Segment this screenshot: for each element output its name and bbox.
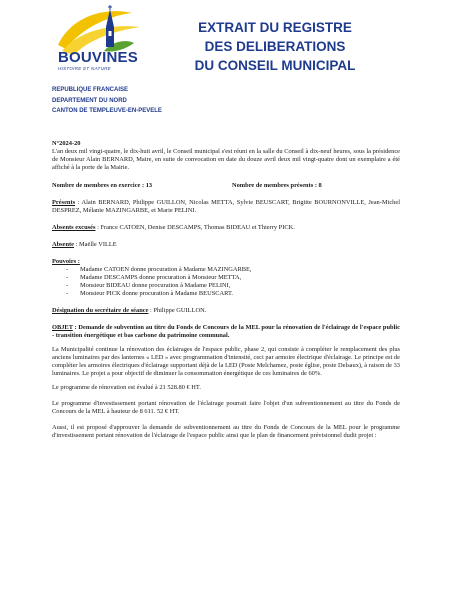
page-title [170,18,380,75]
department-line: DEPARTEMENT DU NORD [52,97,127,104]
paragraph-subsidy: Le programme d'investissement portant rénovation de l'éclairage pourrait faire l'objet d'un subventionnement au titre du Fonds de Concours de la MEL à hauteur de 8 611. 52 € HT. [52,400,400,415]
logo-subtitle: HISTOIRE ET NATURE [58,66,111,71]
list-item: - Monsieur BIDEAU donne procuration à Madame PELINI, [80,282,400,290]
present-paragraph [52,199,400,215]
absent-paragraph [52,241,400,249]
title-line: DES DELIBERATIONS [204,39,346,54]
pouvoirs-label: Pouvoirs : [52,258,80,265]
title-line: EXTRAIT DU REGISTRE [198,20,352,35]
present-text: : Alain BERNARD, Philippe GUILLON, Nicolas METTA, Sylvie BEUSCART, Brigitte BOURNONVILLE, Jean-Michel DESPREZ, Mélanie MAZINGARBE, et Marie PELINI. [52,199,400,214]
republic-line: REPUBLIQUE FRANCAISE [52,87,129,93]
absent-text: : Maëlle VILLE [74,241,117,248]
objet-text: : Demande de subvention au titre du Fonds de Concours de la MEL pour la rénovation de l'éclairage de l'espace public - transition énergétique et bas carbone du patrimoine communal. [52,324,400,339]
absent-label: Absente [52,241,75,248]
secretary-paragraph [52,307,400,315]
paragraph-cost: Le programme de rénovation est évalué à 21 528.80 € HT. [52,384,201,391]
deliberation-number: N°2024-20 [52,140,81,147]
administrative-header [52,85,162,117]
canton-line: CANTON DE TEMPLEUVE-EN-PEVELE [52,108,162,114]
excused-label: Absents excusés [52,224,96,231]
list-item: - Madame DESCAMPS donne procuration à Monsieur METTA, [80,274,400,282]
members-present: Nombre de membres présents : 8 [232,182,322,189]
excused-text: : France CATOEN, Denise DESCAMPS, Thomas BIDEAU et Thierry PICK. [95,224,295,231]
intro-paragraph: L'an deux mil vingt-quatre, le dix-huit avril, le Conseil municipal s'est réuni en la salle du Conseil à dix-neuf heures, sous la présidence de Monsieur Alain BERNARD, Maire, en suite de convocation en date du douze avril deux mil vingt-quatre dont un exemplaire a été affiché à la porte de la Mairie. [52,148,400,171]
title-line: DU CONSEIL MUNICIPAL [194,58,356,73]
paragraph-proposal: Aussi, il est proposé d'approuver la demande de subventionnement au titre du Fonds de Concours de la MEL pour le programme d'investissement portant rénovation de l'éclairage de l'espace public ainsi que le plan de financement prévisionnel dudit projet : [52,424,400,439]
present-label: Présents [52,199,76,206]
logo-wordmark [58,50,138,71]
members-counts [52,182,400,190]
list-item: - Monsieur PICK donne procuration à Madame BEUSCART. [80,290,400,298]
deliberation-body [52,140,400,440]
list-item: - Madame CATOEN donne procuration à Madame MAZINGARBE, [80,266,400,274]
excused-paragraph [52,224,400,232]
pouvoirs-list [52,266,400,298]
objet-label: OBJET [52,324,73,331]
logo-name: BOUVINES [58,49,138,66]
paragraph-renovation: La Municipalité continue la rénovation des éclairages de l'espace public, phase 2, qui consiste à compléter le remplacement des plus anciens luminaires par des lanternes « LED » avec programmation d'intensité, ceci par armoire électrique d'éclairage. Le principe est de compléter les armoires électriques d'éclairage supportant déjà de la LED (Poste Melchamez, poste église, poste Delsaux), à raison de 33 luminaires. Le projet a pour objectif de diminuer la consommation énergétique de ces luminaires de 60%. [52,346,400,377]
members-in-office: Nombre de membres en exercice : 13 [52,182,153,189]
secretary-label: Désignation du secrétaire de séance [52,307,149,314]
objet-paragraph [52,324,400,340]
secretary-text: : Philippe GUILLON. [148,307,207,314]
